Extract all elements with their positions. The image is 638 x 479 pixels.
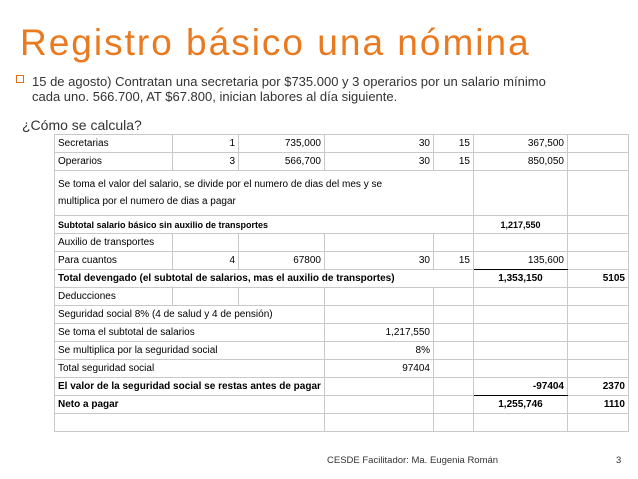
page-number: 3 <box>616 455 622 466</box>
cell-empty <box>434 396 474 414</box>
resta-extra: 2370 <box>568 378 629 396</box>
cell-empty <box>434 342 474 360</box>
table-row <box>55 396 629 414</box>
cell-days: 30 <box>325 153 434 171</box>
cell-empty <box>434 378 474 396</box>
resta-label: El valor de la seguridad social se restas antes de pagar <box>55 378 325 396</box>
cell-empty <box>173 234 239 252</box>
aux-label: Auxilio de transportes <box>55 234 173 252</box>
cell-empty <box>173 288 239 306</box>
table-row <box>55 288 629 306</box>
cell-empty <box>474 234 568 252</box>
table-row <box>55 234 629 252</box>
cell-empty <box>325 396 434 414</box>
note-cell <box>55 171 474 216</box>
subtotal-value: 1,217,550 <box>474 216 568 234</box>
cell-days: 30 <box>325 252 434 270</box>
cell-empty <box>568 153 629 171</box>
cell-empty <box>568 171 629 216</box>
cell-worked: 15 <box>434 135 474 153</box>
cell-empty <box>568 414 629 432</box>
deducciones-label: Deducciones <box>55 288 173 306</box>
cell-empty <box>568 306 629 324</box>
cell-empty <box>434 234 474 252</box>
cell-empty <box>568 216 629 234</box>
intro-text: 15 de agosto) Contratan una secretaria por $735.000 y 3 operarios por un salario mínimo cada uno. 566.700, AT $67.800, inician labores al día siguiente. <box>32 74 546 104</box>
cell-empty <box>434 306 474 324</box>
neto-value: 1,255,746 <box>474 396 568 414</box>
cell-label: Operarios <box>55 153 173 171</box>
cell-empty <box>434 414 474 432</box>
table-row <box>55 342 629 360</box>
cell-empty <box>325 288 434 306</box>
cell-empty <box>239 288 325 306</box>
table-row <box>55 414 629 432</box>
cell-qty: 3 <box>173 153 239 171</box>
table-row <box>55 306 629 324</box>
table-row <box>55 252 629 270</box>
cell-amount: 367,500 <box>474 135 568 153</box>
cell-worked: 15 <box>434 153 474 171</box>
cell-salary: 735,000 <box>239 135 325 153</box>
cell-empty <box>474 342 568 360</box>
table-row <box>55 135 629 153</box>
neto-label: Neto a pagar <box>55 396 325 414</box>
cell-days: 30 <box>325 135 434 153</box>
cell-empty <box>325 234 434 252</box>
cell-amount: 850,050 <box>474 153 568 171</box>
cell-salary: 67800 <box>239 252 325 270</box>
cell-amount: 135,600 <box>474 252 568 270</box>
cell-label: Para cuantos <box>55 252 173 270</box>
ss-subtotal-value: 1,217,550 <box>325 324 434 342</box>
cell-qty: 1 <box>173 135 239 153</box>
cell-label: Secretarias <box>55 135 173 153</box>
neto-extra: 1110 <box>568 396 629 414</box>
cell-empty <box>434 324 474 342</box>
cell-empty <box>55 414 325 432</box>
cell-empty <box>474 288 568 306</box>
table-row <box>55 360 629 378</box>
cell-empty <box>568 288 629 306</box>
ss-total-value: 97404 <box>325 360 434 378</box>
cell-empty <box>568 135 629 153</box>
cell-empty <box>474 306 568 324</box>
ss-mult-label: Se multiplica por la seguridad social <box>55 342 325 360</box>
cell-qty: 4 <box>173 252 239 270</box>
cell-empty <box>325 414 434 432</box>
cell-empty <box>434 360 474 378</box>
cell-empty <box>568 234 629 252</box>
devengado-extra: 5105 <box>568 270 629 288</box>
question-text: ¿Cómo se calcula? <box>22 117 142 133</box>
cell-empty <box>568 360 629 378</box>
cell-empty <box>568 324 629 342</box>
table-row <box>55 378 629 396</box>
cell-empty <box>474 324 568 342</box>
slide-title: Registro básico una nómina <box>20 22 531 63</box>
ss-subtotal-label: Se toma el subtotal de salarios <box>55 324 325 342</box>
ss-label: Seguridad social 8% (4 de salud y 4 de pensión) <box>55 306 325 324</box>
resta-value: -97404 <box>474 378 568 396</box>
ss-total-label: Total seguridad social <box>55 360 325 378</box>
note-line-2: multiplica por el numero de dias a pagar <box>58 196 236 207</box>
cell-empty <box>474 171 568 216</box>
table-row <box>55 153 629 171</box>
payroll-table <box>54 134 629 432</box>
table-row <box>55 216 629 234</box>
ss-mult-value: 8% <box>325 342 434 360</box>
subtotal-label: Subtotal salario básico sin auxilio de transportes <box>55 216 474 234</box>
devengado-value: 1,353,150 <box>474 270 568 288</box>
table-row <box>55 171 629 216</box>
footer-text: CESDE Facilitador: Ma. Eugenia Román <box>327 455 499 466</box>
cell-empty <box>325 378 434 396</box>
cell-empty <box>568 342 629 360</box>
cell-empty <box>568 252 629 270</box>
cell-empty <box>474 360 568 378</box>
cell-empty <box>239 234 325 252</box>
table-row <box>55 270 629 288</box>
cell-empty <box>474 414 568 432</box>
cell-worked: 15 <box>434 252 474 270</box>
note-line-1: Se toma el valor del salario, se divide por el numero de dias del mes y se <box>58 179 383 190</box>
devengado-label: Total devengado (el subtotal de salarios, mas el auxilio de transportes) <box>55 270 474 288</box>
cell-empty <box>434 288 474 306</box>
cell-salary: 566,700 <box>239 153 325 171</box>
bullet-icon <box>16 75 24 83</box>
cell-empty <box>325 306 434 324</box>
table-row <box>55 324 629 342</box>
